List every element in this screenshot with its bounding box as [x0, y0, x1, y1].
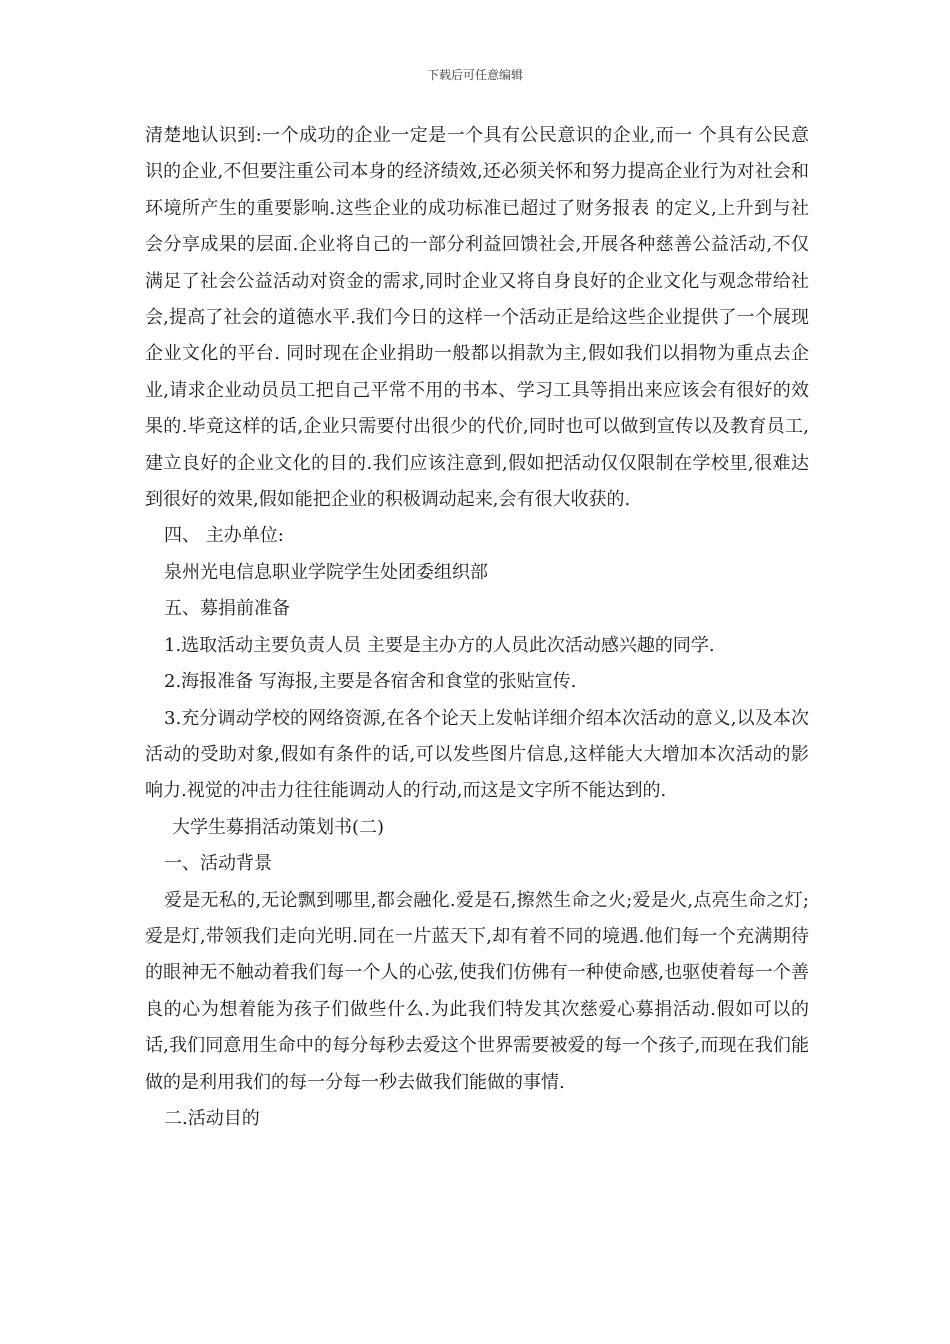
prep-item-1: 1.选取活动主要负责人员 主要是主办方的人员此次活动感兴趣的同学. — [164, 634, 715, 656]
paragraph-corporate-citizenship: 清楚地认识到:一个成功的企业一定是一个具有公民意识的企业,而一 个具有公民意识的企业,不但要注重公司本身的经济绩效,还必须关怀和努力提高企业行为对社会和环境所产生的重要影响.这些企业的成功标准已超过了财务报表 的定义,上升到与社会分享成果的层面.企业将自己的一部分利益回馈社会,开展各种慈善公益活动,不仅满足了社会公益活动对资金的需求,同时企业又将自身良好的企业文化与观念带给社会,提高了社会的道德水平.我们今日的这样一个活动正是给这些企业提供了一个展现企业文化的平台. 同时现在企业捐助一般都以捐款为主,假如我们以捐物为重点去企业,请求企业动员员工把自己平常不用的书本、学习工具等捐出来应该会有很好的效果的.毕竟这样的话,企业只需要付出很少的代价,同时也可以做到宣传以及教育员工,建立良好的企业文化的目的.我们应该注意到,假如把活动仅仅限制在学校里,很难达到很好的效果,假如能把企业的积极调动起来,会有很大收获的. — [145, 125, 809, 511]
heading-purpose: 二.活动目的 — [164, 1107, 260, 1129]
section-title-plan-2: 大学生募捐活动策划书(二) — [172, 816, 385, 838]
document-body — [145, 118, 809, 1137]
prep-item-3: 3.充分调动学校的网络资源,在各个论天上发帖详细介绍本次活动的意义,以及本次活动的受助对象,假如有条件的话,可以发些图片信息,这样能大大增加本次活动的影响力.视觉的冲击力往往能调动人的行动,而这是文字所不能达到的. — [145, 707, 809, 802]
heading-organizer: 四、 主办单位: — [164, 525, 284, 547]
heading-background: 一、活动背景 — [164, 853, 272, 875]
page-header: 下载后可任意编辑 — [426, 68, 523, 82]
prep-item-2: 2.海报准备 写海报,主要是各宿舍和食堂的张贴宣传. — [164, 671, 577, 693]
heading-preparation: 五、募捐前准备 — [164, 598, 290, 620]
organizer-name: 泉州光电信息职业学院学生处团委组织部 — [164, 561, 488, 583]
paragraph-background: 爱是无私的,无论飘到哪里,都会融化.爱是石,擦然生命之火;爱是火,点亮生命之灯;爱是灯,带领我们走向光明.同在一片蓝天下,却有着不同的境遇.他们每一个充满期待的眼神无不触动着我们每一个人的心弦,使我们仿佛有一种使命感,也驱使着每一个善良的心为想着能为孩子们做些什么.为此我们特发其次慈爱心募捐活动.假如可以的话,我们同意用生命中的每分每秒去爱这个世界需要被爱的每一个孩子,而现在我们能做的是利用我们的每一分每一秒去做我们能做的事情. — [145, 889, 809, 1093]
